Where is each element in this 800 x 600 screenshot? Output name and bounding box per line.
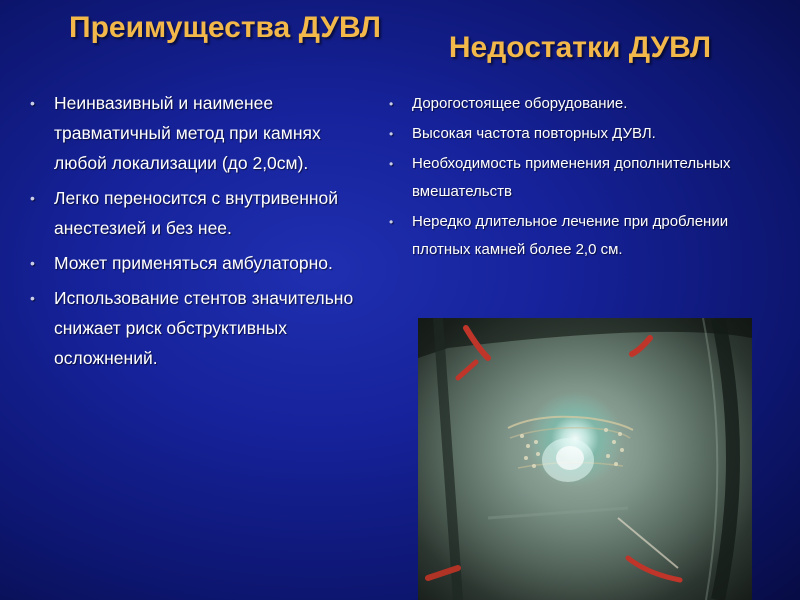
disadvantage-text: Нередко длительное лечение при дроблении плотных камней более 2,0 см. (412, 213, 729, 258)
advantage-item (28, 283, 358, 373)
bullet-icon: • (30, 190, 35, 206)
bullet-icon: • (30, 95, 35, 111)
disadvantages-list (385, 90, 780, 266)
bullet-icon: • (389, 97, 394, 111)
disadvantage-text: Необходимость применения дополнительных вмешательств (412, 155, 731, 200)
bullet-icon: • (389, 127, 394, 141)
disadvantage-item (385, 208, 780, 264)
advantages-title: Преимущества ДУВЛ (69, 11, 381, 44)
bullet-icon: • (389, 215, 394, 229)
disadvantage-item (385, 150, 780, 206)
disadvantage-item (385, 90, 780, 118)
advantage-text: Легко переносится с внутривенной анестезией и без нее. (54, 188, 339, 238)
advantage-item (28, 88, 358, 178)
advantage-text: Неинвазивный и наименее травматичный метод при камнях любой локализации (до 2,0см). (54, 93, 321, 173)
advantage-item (28, 248, 358, 278)
disadvantages-title: Недостатки ДУВЛ (448, 31, 712, 64)
bullet-icon: • (389, 157, 394, 171)
bullet-icon: • (30, 290, 35, 306)
advantages-list (28, 88, 358, 378)
disadvantage-text: Дорогостоящее оборудование. (412, 95, 628, 112)
advantage-item (28, 183, 358, 243)
bullet-icon: • (30, 255, 35, 271)
disadvantage-text: Высокая частота повторных ДУВЛ. (412, 125, 656, 142)
lithotripsy-photo (418, 318, 752, 600)
disadvantage-item (385, 120, 780, 148)
lithotripsy-photo-drawing (418, 318, 752, 600)
advantage-text: Может применяться амбулаторно. (54, 253, 333, 273)
advantage-text: Использование стентов значительно снижает риск обструктивных осложнений. (54, 288, 354, 368)
